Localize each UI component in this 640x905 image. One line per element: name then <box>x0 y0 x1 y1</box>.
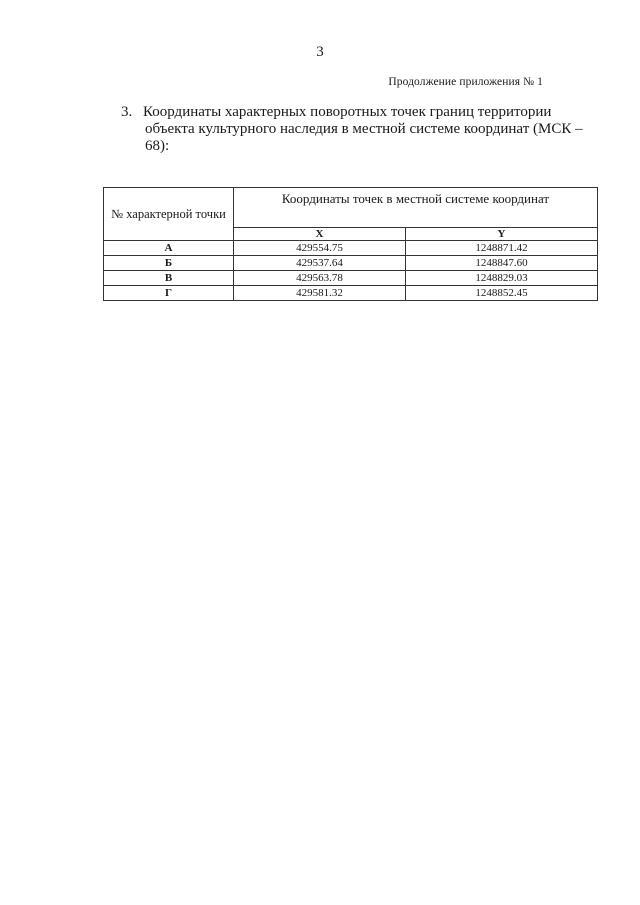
section-heading-line-3: 68): <box>145 138 170 154</box>
y-value: 1248871.42 <box>406 241 598 256</box>
section-heading-line-2: объекта культурного наследия в местной системе координат (МСК – <box>145 121 583 137</box>
section-heading-text-1: Координаты характерных поворотных точек границ территории <box>143 104 552 120</box>
y-value: 1248852.45 <box>406 286 598 301</box>
point-label: Г <box>104 286 234 301</box>
point-label: В <box>104 271 234 286</box>
y-column-header: Y <box>406 228 598 241</box>
point-column-header: № характерной точки <box>104 188 234 241</box>
x-value: 429537.64 <box>234 256 406 271</box>
coordinates-column-header: Координаты точек в местной системе координат <box>234 188 598 228</box>
page-number: 3 <box>316 44 324 60</box>
y-value: 1248847.60 <box>406 256 598 271</box>
x-column-header: X <box>234 228 406 241</box>
table-row <box>104 286 598 301</box>
section-number: 3. <box>121 104 133 120</box>
x-value: 429563.78 <box>234 271 406 286</box>
coordinates-table <box>103 187 598 301</box>
table-row <box>104 241 598 256</box>
y-value: 1248829.03 <box>406 271 598 286</box>
section-heading-line-1 <box>121 104 591 121</box>
x-value: 429554.75 <box>234 241 406 256</box>
point-label: А <box>104 241 234 256</box>
section-heading <box>121 104 591 155</box>
table-row <box>104 256 598 271</box>
table-row <box>104 271 598 286</box>
x-value: 429581.32 <box>234 286 406 301</box>
appendix-note: Продолжение приложения № 1 <box>388 76 543 88</box>
point-label: Б <box>104 256 234 271</box>
